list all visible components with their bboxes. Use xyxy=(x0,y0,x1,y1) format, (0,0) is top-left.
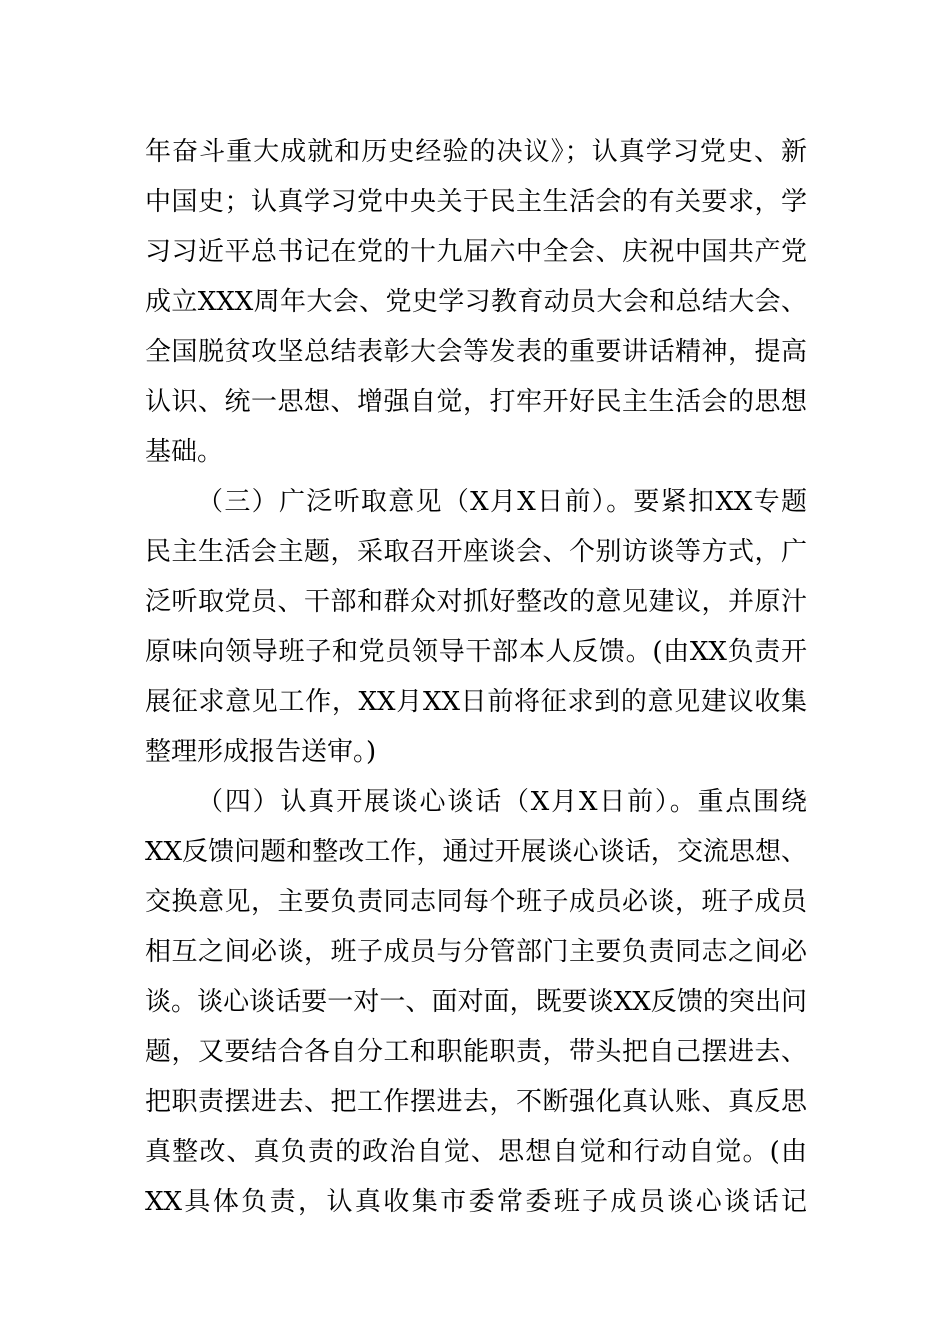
text-line: 交换意见，主要负责同志同每个班子成员必谈，班子成员 xyxy=(145,887,807,917)
text-line: XX反馈问题和整改工作，通过开展谈心谈话，交流思想、 xyxy=(145,837,807,867)
text-line: 年奋斗重大成就和历史经验的决议》；认真学习党史、新 xyxy=(145,137,807,167)
text-line: 成立XXX周年大会、党史学习教育动员大会和总结大会、 xyxy=(145,287,807,317)
text-line: 相互之间必谈，班子成员与分管部门主要负责同志之间必 xyxy=(145,937,807,967)
text-line: 泛听取党员、干部和群众对抓好整改的意见建议，并原汁 xyxy=(145,587,807,617)
text-line: 展征求意见工作，XX月XX日前将征求到的意见建议收集 xyxy=(145,687,807,717)
text-line: 谈。谈心谈话要一对一、面对面，既要谈XX反馈的突出问 xyxy=(145,987,807,1017)
text-line: 原味向领导班子和党员领导干部本人反馈。(由XX负责开 xyxy=(145,637,807,667)
text-line: 基础。 xyxy=(145,437,224,467)
text-line: 认识、统一思想、增强自觉，打牢开好民主生活会的思想 xyxy=(145,387,807,417)
text-line: XX具体负责，认真收集市委常委班子成员谈心谈话记 xyxy=(145,1187,807,1217)
text-line: 中国史；认真学习党中央关于民主生活会的有关要求，学 xyxy=(145,187,807,217)
text-line: 习习近平总书记在党的十九届六中全会、庆祝中国共产党 xyxy=(145,237,807,267)
text-line: 把职责摆进去、把工作摆进去，不断强化真认账、真反思 xyxy=(145,1087,807,1117)
text-line: 整理形成报告送审。) xyxy=(145,737,377,767)
text-line: 民主生活会主题，采取召开座谈会、个别访谈等方式，广 xyxy=(145,537,807,567)
section-heading-line: （四）认真开展谈心谈话（X月X日前）。重点围绕 xyxy=(197,787,807,817)
section-heading-line: （三）广泛听取意见（X月X日前）。要紧扣XX专题 xyxy=(197,487,807,517)
text-line: 真整改、真负责的政治自觉、思想自觉和行动自觉。(由 xyxy=(145,1137,807,1167)
text-line: 题，又要结合各自分工和职能职责，带头把自己摆进去、 xyxy=(145,1037,807,1067)
text-line: 全国脱贫攻坚总结表彰大会等发表的重要讲话精神，提高 xyxy=(145,337,807,367)
